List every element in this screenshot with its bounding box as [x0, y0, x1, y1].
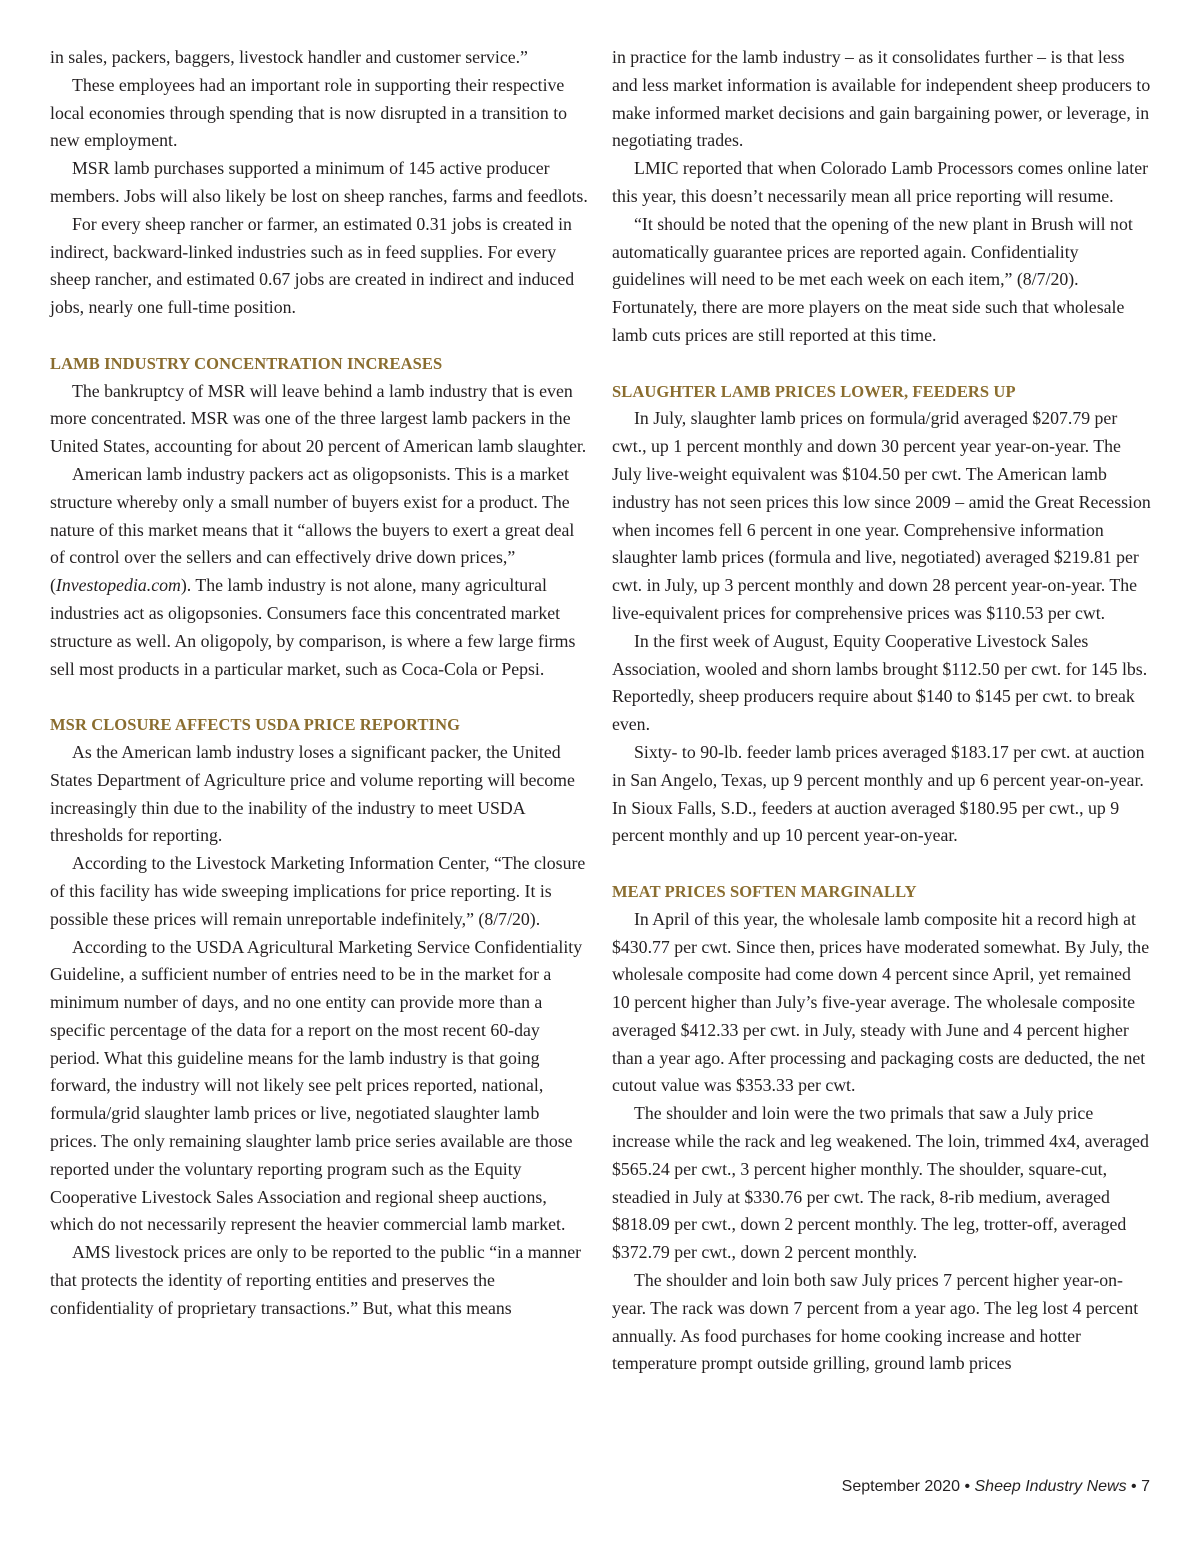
paragraph-text: American lamb industry packers act as oligopsonists. This is a market structure whereby only a small number of buyers exist for a product. The nature of this market means that it “allows the buyers to exert a great deal of control over the sellers and can effectively drive down prices,” ( — [50, 463, 575, 596]
paragraph-text: ). The lamb industry is not alone, many agricultural industries act as oligopsonies. Consumers face this concentrated market structure as well. An oligopoly, by comparison, is where a few large firms sell most products in a particular market, such as Coca-Cola or Pepsi. — [50, 575, 576, 679]
paragraph: For every sheep rancher or farmer, an estimated 0.31 jobs is created in indirect, backward-linked industries such as in feed supplies. For every sheep rancher, and estimated 0.67 jobs are created in indirect and induced jobs, nearly one full-time position. — [50, 213, 575, 318]
paragraph: As the American lamb industry loses a significant packer, the United States Department of Agriculture price and volume reporting will become increasingly thin due to the inability of the industry to meet USDA thresholds for reporting. — [50, 741, 575, 846]
section-heading: MSR CLOSURE AFFECTS USDA PRICE REPORTING — [50, 715, 461, 735]
paragraph: in practice for the lamb industry – as it consolidates further – is that less and less market information is available for independent sheep producers to make informed market decisions and gain bargaining power, or leverage, in negotiating trades. — [612, 47, 1151, 151]
paragraph: MSR lamb purchases supported a minimum of 145 active producer members. Jobs will also likely be lost on sheep ranches, farms and feedlots. — [50, 158, 588, 206]
paragraph: In the first week of August, Equity Cooperative Livestock Sales Association, wooled and shorn lambs brought $112.50 per cwt. for 145 lbs. Reportedly, sheep producers require about $140 to $145 per cwt. to break even. — [612, 630, 1148, 735]
right-column — [612, 44, 1152, 1378]
paragraph: According to the Livestock Marketing Information Center, “The closure of this facility has wide sweeping implications for price reporting. It is possible these prices will remain unreportable indefinitely,” (8/7/20). — [50, 853, 586, 929]
section-heading: LAMB INDUSTRY CONCENTRATION INCREASES — [50, 353, 443, 373]
separator: • — [1131, 1478, 1137, 1495]
paragraph: In April of this year, the wholesale lamb composite hit a record high at $430.77 per cwt. Since then, prices have moderated somewhat. By July, the wholesale composite had come down 4 percent since April, yet remained 10 percent higher than July’s five-year average. The wholesale composite averaged $412.33 per cwt. in July, steady with June and 4 percent higher than a year ago. After processing and packaging costs are deducted, the net cutout value was $353.33 per cwt. — [612, 908, 1150, 1096]
paragraph: In July, slaughter lamb prices on formula/grid averaged $207.79 per cwt., up 1 percent monthly and down 30 percent year year-on-year. The July live-weight equivalent was $104.50 per cwt. The American lamb industry has not seen prices this low since 2009 – amid the Great Recession when incomes fell 6 percent in one year. Comprehensive information slaughter lamb prices (formula and live, negotiated) averaged $219.81 per cwt. in July, up 3 percent monthly and down 28 percent year-on-year. The live-equivalent prices for comprehensive prices was $110.53 per cwt. — [612, 408, 1151, 623]
page-number: 7 — [1141, 1478, 1150, 1495]
paragraph — [50, 461, 590, 683]
source-citation: Investopedia.com — [55, 575, 181, 596]
paragraph: According to the USDA Agricultural Marketing Service Confidentiality Guideline, a sufficient number of entries need to be in the market for a minimum number of days, and no one entity can provide more than a specific percentage of the data for a report on the most recent 60-day period. What this guideline means for the lamb industry is that going forward, the industry will not likely see pelt prices reported, national, formula/grid slaughter lamb prices or live, negotiated slaughter lamb prices. The only remaining slaughter lamb price series available are those reported under the voluntary reporting program such as the Equity Cooperative Livestock Sales Association and regional sheep auctions, which do not necessarily represent the heavier commercial lamb market. — [50, 936, 583, 1235]
paragraph: The shoulder and loin were the two primals that saw a July price increase while the rack and leg weakened. The loin, trimmed 4x4, averaged $565.24 per cwt., 3 percent higher monthly. The shoulder, square-cut, steadied in July at $330.76 per cwt. The rack, 8-rib medium, averaged $818.09 per cwt., down 2 percent monthly. The leg, trotter-off, averaged $372.79 per cwt., down 2 percent monthly. — [612, 1103, 1149, 1263]
publication-name: Sheep Industry News — [974, 1478, 1127, 1495]
paragraph: in sales, packers, baggers, livestock handler and customer service.” — [50, 47, 528, 67]
paragraph: “It should be noted that the opening of the new plant in Brush will not automatically guarantee prices are reported again. Confidentiality guidelines will need to be met each week on each item,” (8/7/20). Fortunately, there are more players on the meat side such that wholesale lamb cuts prices are still reported at this time. — [612, 213, 1133, 345]
issue-date: September 2020 — [841, 1478, 960, 1495]
page-footer — [842, 1478, 1150, 1496]
left-column — [50, 44, 590, 1323]
separator: • — [964, 1478, 971, 1495]
paragraph: These employees had an important role in supporting their respective local economies through spending that is now disrupted in a transition to new employment. — [50, 74, 568, 151]
paragraph: AMS livestock prices are only to be reported to the public “in a manner that protects the identity of reporting entities and preserves the confidentiality of proprietary transactions.” But, what this means — [50, 1242, 582, 1318]
paragraph: The shoulder and loin both saw July prices 7 percent higher year-on-year. The rack was down 7 percent from a year ago. The leg lost 4 percent annually. As food purchases for home cooking increase and hotter temperature prompt outside grilling, ground lamb prices — [612, 1270, 1139, 1374]
paragraph: The bankruptcy of MSR will leave behind a lamb industry that is even more concentrated. MSR was one of the three largest lamb packers in the United States, accounting for about 20 percent of American lamb slaughter. — [50, 380, 587, 457]
section-heading: SLAUGHTER LAMB PRICES LOWER, FEEDERS UP — [612, 381, 1016, 401]
paragraph: Sixty- to 90-lb. feeder lamb prices averaged $183.17 per cwt. at auction in San Angelo, Texas, up 9 percent monthly and up 6 percent year-on-year. In Sioux Falls, S.D., feeders at auction averaged $180.95 per cwt., up 9 percent monthly and up 10 percent year-on-year. — [612, 741, 1145, 846]
section-heading: MEAT PRICES SOFTEN MARGINALLY — [612, 881, 917, 901]
paragraph: LMIC reported that when Colorado Lamb Processors comes online later this year, this doesn’t necessarily mean all price reporting will resume. — [612, 158, 1149, 206]
